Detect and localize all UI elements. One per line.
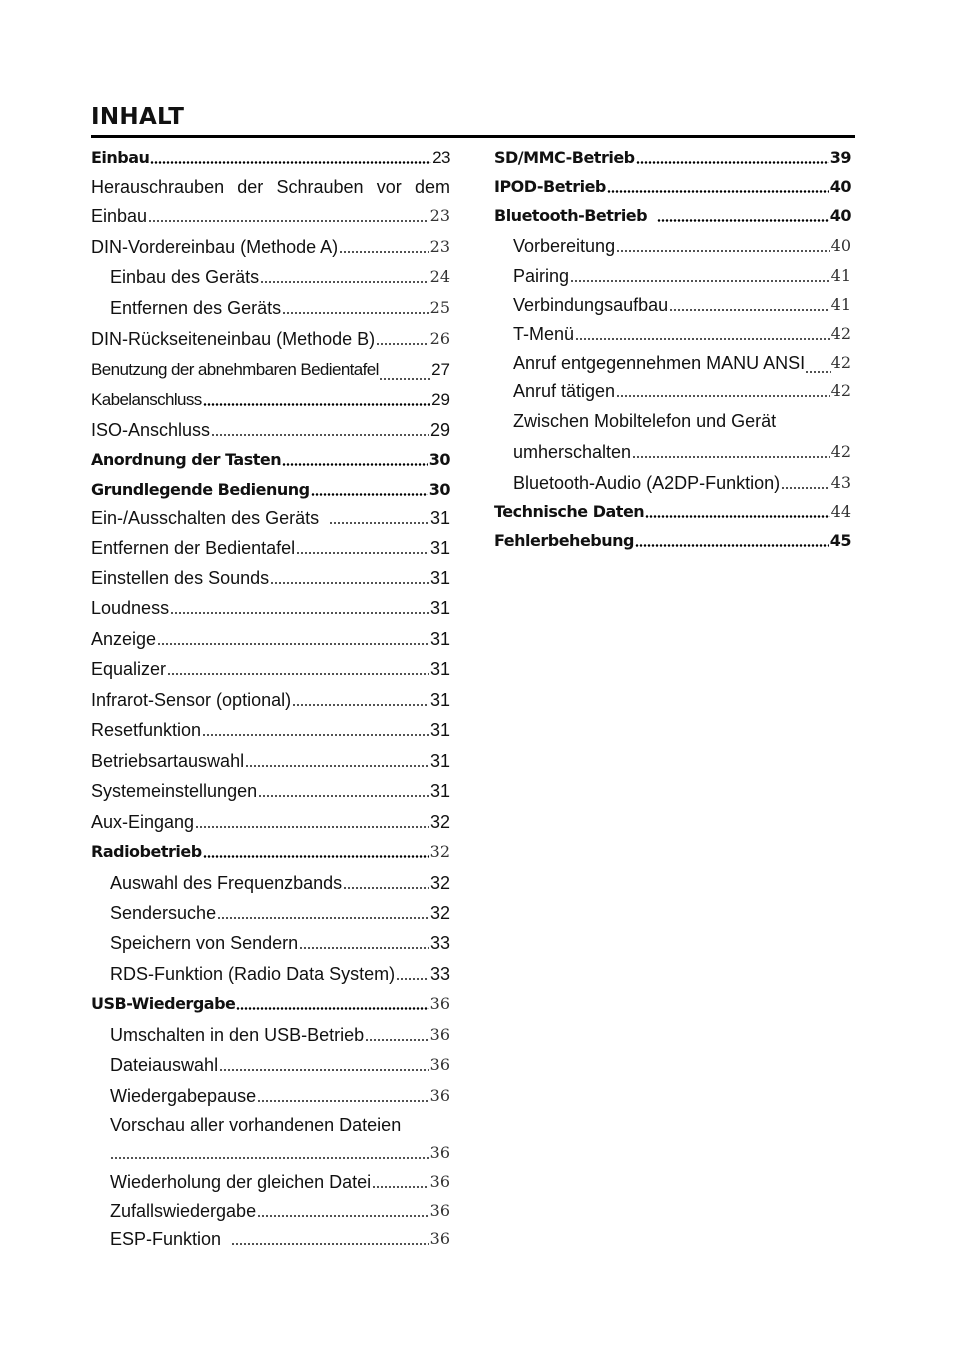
toc-word: Schrauben [276, 177, 364, 197]
toc-label: Entfernen des Geräts [110, 298, 282, 318]
toc-page: 36 [429, 1055, 450, 1074]
dot-leader [167, 673, 429, 675]
toc-page: 29 [429, 420, 450, 440]
dot-leader [202, 734, 429, 736]
toc-entry-wiedergabepause[interactable] [110, 1076, 450, 1106]
dot-leader [575, 338, 830, 340]
dot-leader [260, 281, 429, 283]
toc-label: USB-Wiedergabe [91, 994, 236, 1013]
toc-entry-benutzung-bedientafel[interactable] [91, 350, 450, 380]
toc-entry-frequenzband[interactable] [110, 863, 450, 893]
toc-label: Auswahl des Frequenzbands [110, 873, 343, 893]
toc-word: der [237, 177, 264, 197]
toc-page: 31 [429, 659, 450, 679]
dot-leader [292, 704, 429, 706]
toc-entry-usb-betrieb[interactable] [110, 1015, 450, 1045]
dot-leader [236, 1007, 428, 1010]
toc-label: Infrarot-Sensor (optional) [91, 690, 292, 710]
toc-entry-betriebsartauswahl[interactable] [91, 741, 450, 771]
toc-page: 31 [429, 690, 450, 710]
toc-word: dem [414, 177, 450, 197]
toc-label: Entfernen der Bedientafel [91, 538, 296, 558]
dot-leader [616, 250, 830, 252]
toc-label: Betriebsartauswahl [91, 751, 245, 771]
toc-entry-din-vordereinbau[interactable] [91, 227, 450, 257]
toc-label: Anruf entgegennehmen MANU ANSI [513, 353, 806, 373]
toc-label: Zwischen Mobiltelefon und Gerät [513, 411, 777, 431]
toc-entry-entfernen-des-geraets[interactable] [110, 288, 450, 318]
toc-entry-herausschrauben-line1[interactable] [91, 167, 450, 197]
toc-label: Benutzung der abnehmbaren Bedientafel [91, 360, 379, 379]
dot-leader [296, 552, 429, 554]
toc-page: 23 [432, 148, 450, 167]
toc-entry-iso-anschluss[interactable] [91, 410, 450, 440]
toc-page: 36 [429, 1172, 450, 1191]
toc-label: Systemeinstellungen [91, 781, 258, 801]
toc-page: 31 [429, 781, 450, 801]
toc-entry-zufallswiedergabe[interactable] [110, 1191, 450, 1221]
toc-entry-entfernen-bedientafel[interactable] [91, 528, 450, 558]
toc-page: 33 [429, 964, 450, 984]
toc-page: 42 [830, 442, 851, 461]
toc-label: Pairing [513, 266, 570, 286]
dot-leader [150, 161, 431, 164]
toc-page: 42 [830, 381, 851, 400]
toc-page: 31 [429, 629, 450, 649]
toc-label: SD/MMC-Betrieb [494, 148, 635, 167]
toc-page: 23 [429, 206, 450, 225]
dot-leader [635, 544, 829, 547]
dot-leader [343, 887, 429, 889]
toc-entry-esp-funktion[interactable] [110, 1219, 450, 1249]
toc-page: 31 [429, 508, 450, 528]
toc-entry-pairing[interactable] [513, 256, 851, 286]
toc-entry-dateiauswahl[interactable] [110, 1045, 450, 1075]
toc-entry-einstellen-sounds[interactable] [91, 558, 450, 588]
toc-label: Wiederholung der gleichen Datei [110, 1172, 372, 1192]
toc-entry-vorschau-line2[interactable] [110, 1133, 450, 1163]
toc-label: Kabelanschluss [91, 390, 202, 409]
toc-entry-einbau-des-geraets[interactable] [110, 257, 450, 287]
toc-entry-fehlerbehebung[interactable] [494, 521, 851, 551]
toc-label: Anordnung der Tasten [91, 450, 282, 469]
toc-label: DIN-Vordereinbau (Methode A) [91, 237, 339, 257]
toc-label: Grundlegende Bedienung [91, 480, 310, 499]
toc-label: Equalizer [91, 659, 167, 679]
toc-entry-anzeige[interactable] [91, 619, 450, 649]
toc-entry-vorbereitung[interactable] [513, 226, 851, 256]
dot-leader [365, 1039, 429, 1041]
toc-page: 36 [429, 1229, 450, 1248]
toc-entry-einbau[interactable] [91, 138, 450, 168]
toc-label: ISO-Anschluss [91, 420, 211, 440]
toc-label: IPOD-Betrieb [494, 177, 606, 196]
toc-page: 25 [429, 298, 450, 317]
toc-label: Bluetooth-Audio (A2DP-Funktion) [513, 473, 781, 493]
toc-entry-ein-ausschalten[interactable] [91, 498, 450, 528]
toc-label: ESP-Funktion [110, 1229, 222, 1249]
toc-label: Speichern von Sendern [110, 933, 299, 953]
toc-page: 24 [429, 267, 450, 286]
dot-leader [616, 395, 830, 397]
dot-leader [217, 917, 429, 919]
dot-leader [245, 765, 429, 767]
toc-entry-kabelanschluss[interactable] [91, 380, 450, 410]
toc-entry-verbindungsaufbau[interactable] [513, 285, 851, 315]
dot-leader [657, 219, 829, 222]
toc-page: 32 [429, 812, 450, 832]
dot-leader [372, 1186, 428, 1188]
toc-label: Einstellen des Sounds [91, 568, 270, 588]
toc-entry-technische-daten[interactable] [494, 492, 851, 522]
toc-label: Zufallswiedergabe [110, 1201, 257, 1221]
dot-leader [339, 251, 429, 253]
toc-label: Bluetooth-Betrieb [494, 206, 648, 225]
toc-entry-anordnung-der-tasten[interactable] [91, 440, 450, 470]
toc-entry-t-menu[interactable] [513, 314, 851, 344]
dot-leader [258, 795, 429, 797]
dot-leader [669, 309, 830, 311]
toc-label: Sendersuche [110, 903, 217, 923]
toc-page: 43 [830, 473, 851, 492]
toc-page: 41 [830, 266, 851, 285]
toc-page: 31 [429, 538, 450, 558]
dot-leader [607, 190, 829, 193]
toc-page: 36 [429, 1086, 450, 1105]
toc-entry-speichern-sendern[interactable] [110, 923, 450, 953]
toc-label: Ein-/Ausschalten des Geräts [91, 508, 320, 528]
toc-word: Herauschrauben [91, 177, 225, 197]
toc-entry-sendersuche[interactable] [110, 893, 450, 923]
toc-label: Einbau [91, 148, 150, 167]
toc-entry-zwischen-line2[interactable] [513, 432, 851, 462]
toc-page: 33 [429, 933, 450, 953]
toc-page: 40 [829, 177, 851, 196]
toc-page: 36 [429, 1143, 450, 1162]
toc-label: Verbindungsaufbau [513, 295, 669, 315]
dot-leader [311, 493, 428, 496]
toc-page: 40 [829, 206, 851, 225]
toc-entry-vorschau-line1[interactable] [110, 1105, 401, 1135]
dot-leader [282, 312, 429, 314]
dot-leader [282, 463, 428, 466]
dot-leader [570, 280, 830, 282]
toc-page: 32 [429, 873, 450, 893]
toc-entry-zwischen-line1[interactable] [513, 401, 776, 431]
toc-label: Einbau des Geräts [110, 267, 260, 287]
toc-page: 30 [428, 450, 450, 469]
toc-page: 23 [429, 237, 450, 256]
dot-leader [219, 1069, 429, 1071]
toc-label: Wiedergabepause [110, 1086, 257, 1106]
dot-leader [396, 978, 429, 980]
dot-leader [329, 522, 429, 524]
toc-entry-equalizer[interactable] [91, 649, 450, 679]
dot-leader [157, 643, 429, 645]
toc-entry-bluetooth-audio[interactable] [513, 463, 851, 493]
toc-entry-bluetooth[interactable] [494, 196, 851, 226]
toc-page: 31 [429, 568, 450, 588]
toc-entry-radiobetrieb[interactable] [91, 832, 450, 862]
toc-label: RDS-Funktion (Radio Data System) [110, 964, 396, 984]
toc-label: Radiobetrieb [91, 842, 202, 861]
toc-entry-ipod[interactable] [494, 167, 851, 197]
toc-page: 31 [429, 598, 450, 618]
toc-entry-usb-wiedergabe[interactable] [91, 984, 450, 1014]
toc-label: Anzeige [91, 629, 157, 649]
toc-page: 45 [829, 531, 851, 550]
toc-label: Aux-Eingang [91, 812, 195, 832]
page-title: INHALT [91, 104, 185, 130]
toc-entry-loudness[interactable] [91, 588, 450, 618]
dot-leader [781, 487, 830, 489]
dot-leader [257, 1215, 429, 1217]
dot-leader [632, 456, 830, 458]
toc-label: Loudness [91, 598, 170, 618]
dot-leader [110, 1157, 429, 1159]
dot-leader [257, 1100, 429, 1102]
toc-entry-anruf-entgegennehmen[interactable] [513, 343, 851, 373]
toc-page: 42 [830, 324, 851, 343]
toc-page: 44 [830, 502, 851, 521]
toc-page: 36 [429, 994, 450, 1013]
toc-page: 31 [429, 751, 450, 771]
dot-leader [148, 220, 429, 222]
toc-page: 36 [429, 1025, 450, 1044]
toc-label: Resetfunktion [91, 720, 202, 740]
toc-entry-herausschrauben-line2[interactable] [91, 196, 450, 226]
toc-entry-infrarot-sensor[interactable] [91, 680, 450, 710]
toc-page: 42 [830, 353, 851, 372]
toc-page: 36 [429, 1201, 450, 1220]
toc-page: 30 [428, 480, 450, 499]
toc-page: 39 [829, 148, 851, 167]
toc-entry-systemeinstellungen[interactable] [91, 771, 450, 801]
dot-leader [231, 1243, 429, 1245]
dot-leader [376, 343, 429, 345]
toc-label: T-Menü [513, 324, 575, 344]
toc-entry-rds-funktion[interactable] [110, 954, 450, 984]
dot-leader [211, 434, 429, 436]
toc-page: 40 [830, 236, 851, 255]
toc-label: umherschalten [513, 442, 632, 462]
dot-leader [195, 826, 429, 828]
toc-page: 32 [429, 842, 450, 861]
toc-page: 27 [431, 360, 450, 379]
toc-page: 32 [429, 903, 450, 923]
toc-label: Umschalten in den USB-Betrieb [110, 1025, 365, 1045]
dot-leader [636, 161, 829, 164]
dot-leader [645, 515, 829, 518]
toc-entry-wiederholung[interactable] [110, 1162, 450, 1192]
toc-label: DIN-Rückseiteneinbau (Methode B) [91, 329, 376, 349]
toc-label: Fehlerbehebung [494, 531, 634, 550]
toc-label: Technische Daten [494, 502, 645, 521]
toc-label: Vorbereitung [513, 236, 616, 256]
toc-entry-grundlegende-bedienung[interactable] [91, 470, 450, 500]
dot-leader [170, 612, 429, 614]
toc-page: 29 [431, 390, 450, 409]
dot-leader [203, 403, 430, 406]
toc-label: Einbau [91, 206, 148, 226]
toc-page: 41 [830, 295, 851, 314]
dot-leader [299, 947, 429, 949]
toc-entry-resetfunktion[interactable] [91, 710, 450, 740]
toc-entry-sd-mmc[interactable] [494, 138, 851, 168]
toc-page: 26 [429, 329, 450, 348]
toc-page: 31 [429, 720, 450, 740]
toc-label: Anruf tätigen [513, 381, 616, 401]
toc-label: Dateiauswahl [110, 1055, 219, 1075]
toc-entry-aux-eingang[interactable] [91, 802, 450, 832]
toc-word: vor [376, 177, 402, 197]
dot-leader [270, 582, 429, 584]
toc-entry-din-rueckseiteneinbau[interactable] [91, 319, 450, 349]
dot-leader [203, 855, 429, 858]
toc-label: Vorschau aller vorhandenen Dateien [110, 1115, 402, 1135]
toc-entry-anruf-taetigen[interactable] [513, 371, 851, 401]
